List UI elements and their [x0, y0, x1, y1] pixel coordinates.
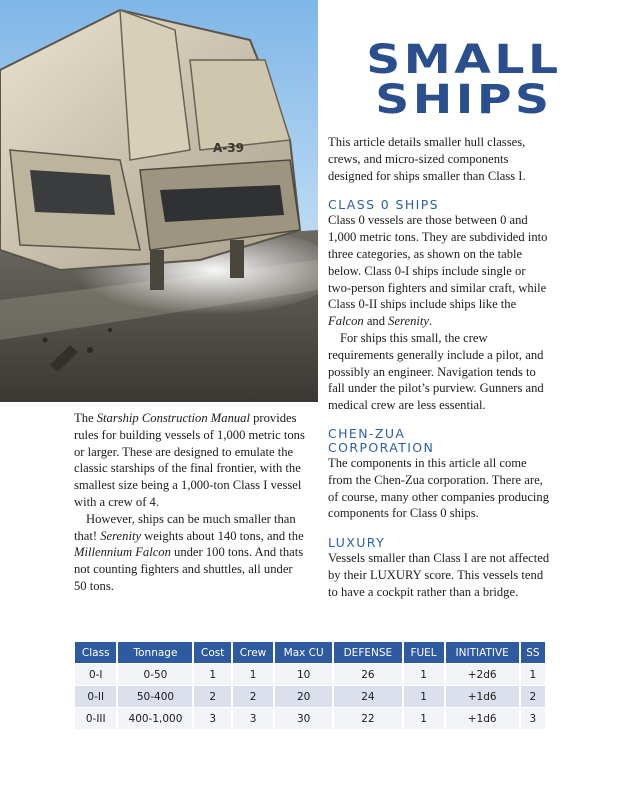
table-header: DEFENSE [333, 642, 402, 664]
table-cell: 2 [232, 686, 274, 708]
table-header: FUEL [403, 642, 445, 664]
table-cell: 1 [403, 686, 445, 708]
title-line-2: SHIPS [375, 77, 553, 123]
table-cell: +2d6 [445, 664, 520, 686]
table-cell: 10 [274, 664, 333, 686]
right-column [328, 134, 550, 601]
page-title [340, 37, 588, 123]
heading-luxury: LUXURY [328, 535, 386, 551]
table-cell: +1d6 [445, 708, 520, 730]
left-column [74, 410, 306, 595]
table-row [75, 708, 546, 730]
table-header: SS [520, 642, 546, 664]
heading-chenzua: CHEN-ZUA CORPORATION [328, 425, 435, 455]
table-cell: 1 [232, 664, 274, 686]
class0-paragraph-1: Class 0 vessels are those between 0 and 1,000 metric tons. They are subdivided into three categories, as shown on the table below. Class 0-I ships include single or two-person fighters and similar craft, while Class 0-II ships include ships like the Falcon and Serenity. [328, 213, 548, 329]
table-header-row [75, 642, 546, 664]
table-cell: 24 [333, 686, 402, 708]
table-cell: 0-III [75, 708, 117, 730]
table-cell: 26 [333, 664, 402, 686]
table-cell: 2 [193, 686, 231, 708]
table-header: Max CU [274, 642, 333, 664]
table-cell: 3 [232, 708, 274, 730]
table-cell: 3 [193, 708, 231, 730]
table-cell: 50-400 [117, 686, 193, 708]
table-row [75, 664, 546, 686]
left-paragraph-2: However, ships can be much smaller than that! Serenity weights about 140 tons, and the Millennium Falcon under 100 tons. And thats not counting fighters and shuttles, all under 50 tons. [74, 511, 304, 593]
table-cell: 0-I [75, 664, 117, 686]
starship-illustration [0, 0, 318, 402]
ship-class-table [75, 642, 547, 729]
table-cell: 0-50 [117, 664, 193, 686]
table-cell: +1d6 [445, 686, 520, 708]
table-header: Class [75, 642, 117, 664]
table-cell: 3 [520, 708, 546, 730]
table-cell: 20 [274, 686, 333, 708]
table-cell: 1 [520, 664, 546, 686]
table-header: Cost [193, 642, 231, 664]
table-cell: 1 [403, 708, 445, 730]
class0-paragraph-2: For ships this small, the crew requirements generally include a pilot, and possibly an engineer. Navigation tends to fall under the pilot’s purview. Gunners and medical crew are less essential. [328, 330, 544, 413]
luxury-paragraph: Vessels smaller than Class I are not affected by their LUXURY score. This vessels tend to have a cockpit rather than a bridge. [328, 551, 550, 599]
hull-marking: A-39 [213, 141, 244, 155]
table-cell: 400-1,000 [117, 708, 193, 730]
chenzua-paragraph: The components in this article all come from the Chen-Zua corporation. There are, of course, many other companies producing components for Class 0 ships. [328, 455, 550, 521]
table-cell: 2 [520, 686, 546, 708]
table-cell: 0-II [75, 686, 117, 708]
table-header: INITIATIVE [445, 642, 520, 664]
title-line-1: SMALL [366, 37, 562, 83]
table-cell: 30 [274, 708, 333, 730]
table-header: Crew [232, 642, 274, 664]
left-paragraph-1: The Starship Construction Manual provides rules for building vessels of 1,000 metric tons or larger. These are designed to emulate the classic starships of the final frontier, with the smallest size being a 1,000-ton Class I vessel with a crew of 4. [74, 411, 305, 509]
table-cell: 1 [403, 664, 445, 686]
table-row [75, 686, 546, 708]
table-header: Tonnage [117, 642, 193, 664]
heading-class0: CLASS 0 SHIPS [328, 197, 439, 213]
table-cell: 1 [193, 664, 231, 686]
table-cell: 22 [333, 708, 402, 730]
intro-paragraph: This article details smaller hull classes, crews, and micro-sized components designed for ships smaller than Class I. [328, 135, 526, 183]
cover-illustration [0, 0, 318, 402]
